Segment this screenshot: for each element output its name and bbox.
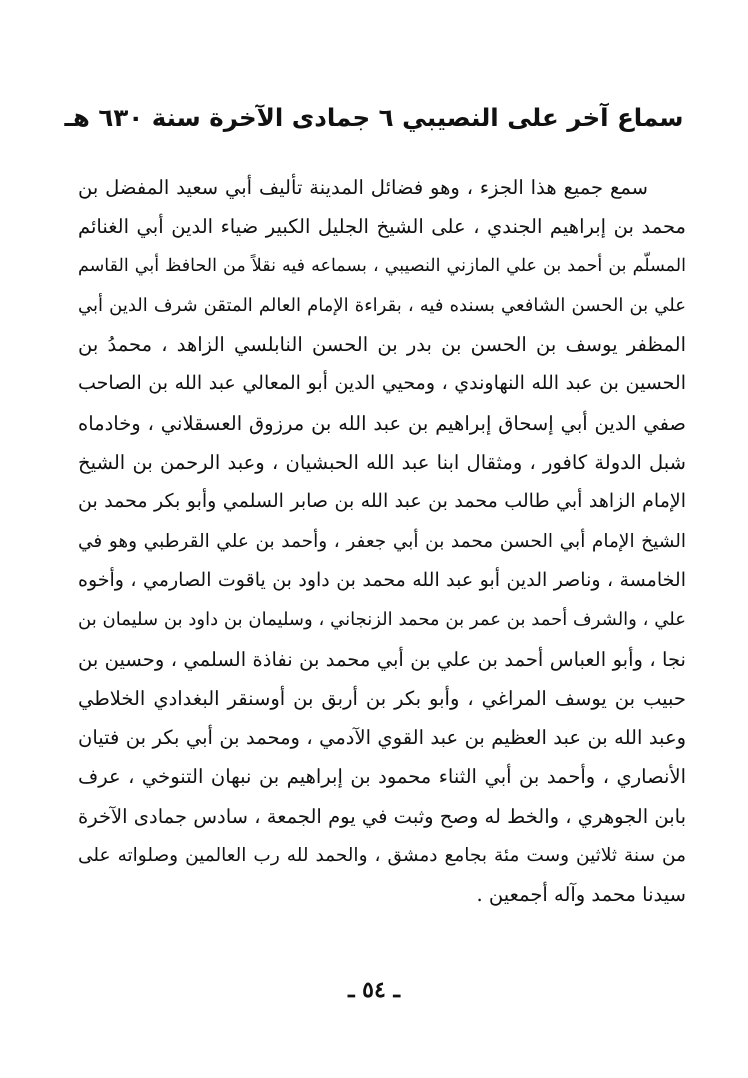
page-number: ـ ٥٤ ـ — [348, 977, 400, 1003]
text-line: من سنة ثلاثين وست مئة بجامع دمشق ، والحمد لله رب العالمين وصلواته على — [78, 845, 686, 867]
text-line: علي ، والشرف أحمد بن عمر بن محمد الزنجاني ، وسليمان بن داود بن سليمان بن — [78, 609, 686, 631]
text-line: سيدنا محمد وآله أجمعين . — [476, 883, 686, 907]
text-line: بابن الجوهري ، والخط له وصح وثبت في يوم الجمعة ، سادس جمادى الآخرة — [78, 804, 686, 828]
text-line: وعبد الله بن عبد العظيم بن عبد القوي الآدمي ، ومحمد بن أبي بكر بن فتيان — [78, 726, 686, 750]
text-line: الخامسة ، وناصر الدين أبو عبد الله محمد بن داود بن ياقوت الصارمي ، وأخوه — [78, 568, 686, 591]
text-line: الإمام الزاهد أبي طالب محمد بن عبد الله بن صابر السلمي وأبو بكر محمد بن — [78, 490, 686, 513]
text-line: المظفر يوسف بن الحسن بن بدر بن الحسن النابلسي الزاهد ، محمدُ بن — [78, 333, 686, 357]
text-line: نجا ، وأبو العباس أحمد بن علي بن أبي محمد بن نفاذة السلمي ، وحسين بن — [78, 647, 686, 671]
body-paragraph — [78, 168, 686, 915]
text-line: الأنصاري ، وأحمد بن أبي الثناء محمود بن إبراهيم بن نبهان التنوخي ، عرف — [78, 765, 686, 789]
section-heading: سماع آخر على النصيبي ٦ جمادى الآخرة سنة ٦٣٠ هـ — [64, 103, 684, 132]
text-line: سمع جميع هذا الجزء ، وهو فضائل المدينة تأليف أبي سعيد المفضل بن — [78, 176, 648, 199]
text-line: الحسين بن عبد الله النهاوندي ، ومحيي الدين أبو المعالي عبد الله بن الصاحب — [78, 372, 686, 395]
text-line: الشيخ الإمام أبي الحسن محمد بن أبي جعفر ، وأحمد بن علي القرطبي وهو في — [78, 530, 686, 552]
text-line: صفي الدين أبي إسحاق إبراهيم بن عبد الله بن مرزوق العسقلاني ، وخادماه — [78, 411, 686, 435]
text-line: حبيب بن يوسف المراغي ، وأبو بكر بن أربق بن أوسنقر البغدادي الخلاطي — [78, 686, 686, 710]
text-line: محمد بن إبراهيم الجندي ، على الشيخ الجليل الكبير ضياء الدين أبي الغنائم — [78, 215, 686, 239]
text-line: المسلّم بن أحمد بن علي المازني النصيبي ، بسماعه فيه نقلاً من الحافظ أبي القاسم — [78, 255, 686, 276]
text-line: شبل الدولة كافور ، ومثقال ابنا عبد الله الحبشيان ، وعبد الرحمن بن الشيخ — [78, 451, 686, 475]
text-line: علي بن الحسن الشافعي بسنده فيه ، بقراءة الإمام العالم المتقن شرف الدين أبي — [78, 294, 686, 316]
